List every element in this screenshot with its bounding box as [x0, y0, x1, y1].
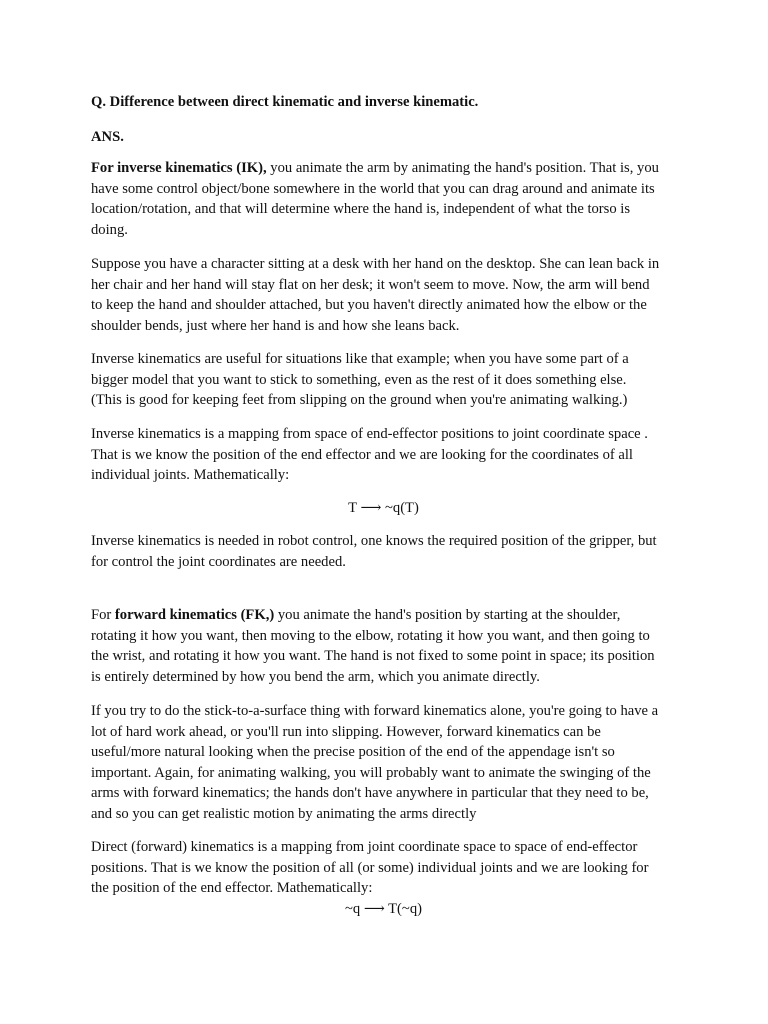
paragraph-ik-robot-control	[91, 531, 657, 572]
paragraph-line: lot of hard work ahead, or you'll run into slipping. However, forward kinematics can be	[91, 723, 601, 740]
paragraph-line: useful/more natural looking when the precise position of the end of the appendage isn't so	[91, 744, 615, 761]
paragraph-line: (This is good for keeping feet from slipping on the ground when you're animating walking.)	[91, 392, 628, 409]
formula-forward-kinematics: ~q ⟶ T(~q)	[345, 901, 422, 917]
paragraph-line: Direct (forward) kinematics is a mapping from joint coordinate space to space of end-effector	[91, 839, 638, 855]
paragraph-line: arms with forward kinematics; the hands don't have anywhere in particular that they need to be,	[91, 785, 649, 802]
paragraph-line: positions. That is we know the position of all (or some) individual joints and we are looking for	[91, 859, 649, 876]
paragraph-ik-mapping	[91, 424, 648, 486]
paragraph-desk-example	[91, 254, 659, 336]
paragraph-line: is entirely determined by how you bend the arm, which you animate directly.	[91, 668, 540, 685]
paragraph-forward-kinematics-intro	[91, 605, 655, 687]
paragraph-line: shoulder bends, just where her hand is and how she leans back.	[91, 317, 460, 334]
paragraph-line: If you try to do the stick-to-a-surface thing with forward kinematics alone, you're going to have a	[91, 703, 659, 719]
paragraph-line: location/rotation, and that will determine where the hand is, independent of what the torso is	[91, 201, 631, 218]
paragraph-line: important. Again, for animating walking, you will probably want to animate the swinging of the	[91, 764, 651, 781]
paragraph-line: doing.	[91, 221, 128, 238]
paragraph-line: and so you can get realistic motion by animating the arms directly	[91, 805, 477, 822]
paragraph-line: That is we know the position of the end effector and we are looking for the coordinates of all	[91, 446, 633, 463]
question-heading: Q. Difference between direct kinematic and inverse kinematic.	[91, 94, 479, 110]
answer-label: ANS.	[91, 129, 124, 145]
forward-kinematics-term: forward kinematics (FK,)	[114, 607, 275, 623]
paragraph-line: Inverse kinematics is a mapping from space of end-effector positions to joint coordinate space .	[91, 426, 648, 442]
paragraph-line: the position of the end effector. Mathematically:	[91, 880, 373, 897]
paragraph-line: bigger model that you want to stick to something, even as the rest of it does something else.	[91, 371, 627, 388]
paragraph-fk-mapping	[91, 837, 648, 899]
paragraph-line: For inverse kinematics (IK), you animate the arm by animating the hand's position. That is, you	[91, 160, 659, 176]
paragraph-line: individual joints. Mathematically:	[91, 467, 290, 484]
paragraph-line: rotating it how you want, then moving to the elbow, rotating it how you want, and then going to	[91, 627, 650, 644]
inverse-kinematics-term: For inverse kinematics (IK),	[91, 160, 267, 176]
paragraph-line: the wrist, and rotating it how you want. The hand is not fixed to some point in space; its position	[91, 648, 655, 665]
paragraph-line: her chair and her hand will stay flat on her desk; it won't seem to move. Now, the arm will bend	[91, 276, 650, 293]
paragraph-line: have some control object/bone somewhere in the world that you can drag around and animate its	[91, 180, 655, 197]
paragraph-inverse-kinematics-intro	[91, 158, 659, 240]
paragraph-line: Inverse kinematics are useful for situations like that example; when you have some part of a	[91, 351, 629, 367]
paragraph-line: to keep the hand and shoulder attached, but you haven't directly animated how the elbow or the	[91, 297, 647, 314]
formula-inverse-kinematics: T ⟶ ~q(T)	[348, 500, 419, 516]
paragraph-line: Suppose you have a character sitting at a desk with her hand on the desktop. She can lean back in	[91, 256, 660, 272]
paragraph-fk-slipping	[91, 701, 658, 825]
paragraph-ik-usefulness	[91, 349, 629, 411]
paragraph-line: For forward kinematics (FK,) you animate the hand's position by starting at the shoulder,	[91, 607, 621, 623]
paragraph-line: Inverse kinematics is needed in robot control, one knows the required position of the gripper, but	[91, 533, 657, 549]
paragraph-line: for control the joint coordinates are needed.	[91, 553, 346, 570]
